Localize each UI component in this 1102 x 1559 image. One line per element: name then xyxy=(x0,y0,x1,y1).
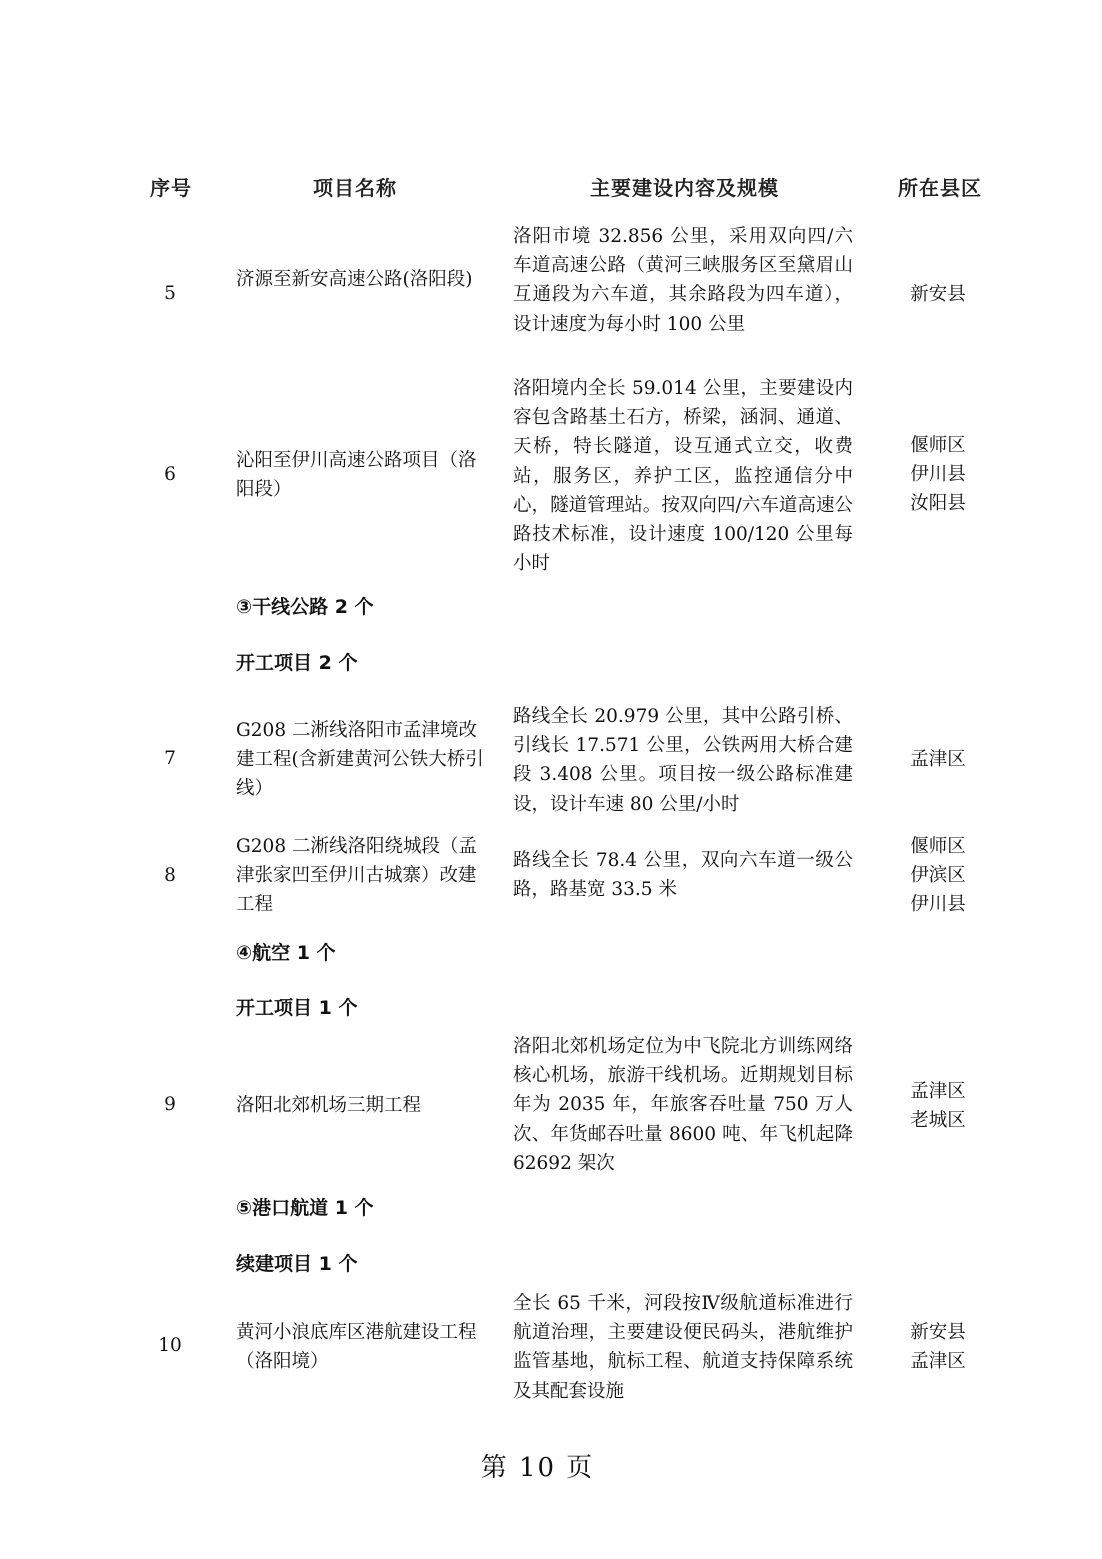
project-name: 沁阳至伊川高速公路项目（洛阳段） xyxy=(236,450,477,501)
header-project-name: 项目名称 xyxy=(313,176,397,200)
project-content: 路线全长 20.979 公里，其中公路引桥、引线长 17.571 公里，公铁两用大桥合建段 3.408 公里。项目按一级公路标准建设，设计车速 80 公里/小时 xyxy=(513,706,853,815)
section-heading-trunk-roads: ③干线公路 2 个 xyxy=(236,596,374,618)
row-number: 8 xyxy=(164,865,176,886)
page-number: 第 10 页 xyxy=(480,1453,595,1483)
project-name: 济源至新安高速公路(洛阳段) xyxy=(236,269,473,290)
header-serial-number: 序号 xyxy=(150,176,192,200)
project-content: 洛阳市境 32.856 公里，采用双向四/六车道高速公路（黄河三峡服务区至黛眉山互通段为六车道，其余路段为四车道），设计速度为每小时 100 公里 xyxy=(513,226,853,335)
project-county: 新安县 xyxy=(910,284,966,305)
project-county: 偃师区 伊川县 汝阳县 xyxy=(910,435,966,515)
row-number: 7 xyxy=(164,748,176,769)
section-heading-aviation: ④航空 1 个 xyxy=(236,942,336,964)
project-county: 新安县 孟津区 xyxy=(910,1322,966,1373)
project-county: 孟津区 老城区 xyxy=(910,1081,966,1132)
row-number: 6 xyxy=(164,464,176,485)
header-construction-content: 主要建设内容及规模 xyxy=(590,176,779,200)
section-heading-ports-waterways: ⑤港口航道 1 个 xyxy=(236,1197,374,1219)
project-name: 黄河小浪底库区港航建设工程（洛阳境） xyxy=(236,1322,477,1373)
project-county: 孟津区 xyxy=(910,749,966,770)
project-content: 全长 65 千米，河段按Ⅳ级航道标准进行航道治理，主要建设便民码头，港航维护监管基地，航标工程、航道支持保障系统及其配套设施 xyxy=(513,1293,853,1402)
row-number: 10 xyxy=(158,1335,182,1356)
subsection-heading: 开工项目 2 个 xyxy=(236,652,358,674)
header-county: 所在县区 xyxy=(898,176,982,200)
row-number: 9 xyxy=(164,1094,176,1115)
project-content: 路线全长 78.4 公里，双向六车道一级公路，路基宽 33.5 米 xyxy=(513,850,853,901)
project-content: 洛阳北郊机场定位为中飞院北方训练网络核心机场，旅游干线机场。近期规划目标年为 2035 年，年旅客吞吐量 750 万人次、年货邮吞吐量 8600 吨、年飞机起降 62692 架次 xyxy=(513,1036,853,1174)
project-county: 偃师区 伊滨区 伊川县 xyxy=(910,836,966,916)
subsection-heading: 续建项目 1 个 xyxy=(236,1253,358,1275)
project-name: 洛阳北郊机场三期工程 xyxy=(236,1095,422,1116)
project-name: G208 二淅线洛阳市孟津境改建工程(含新建黄河公铁大桥引线） xyxy=(236,720,484,800)
project-content: 洛阳境内全长 59.014 公里，主要建设内容包含路基土石方，桥梁，涵洞、通道、天桥，特长隧道，设互通式立交，收费站，服务区，养护工区，监控通信分中心，隧道管理站。按双向四/六车道高速公路技术标准，设计速度 100/120 公里每小时 xyxy=(513,378,853,575)
subsection-heading: 开工项目 1 个 xyxy=(236,997,358,1019)
project-name: G208 二淅线洛阳绕城段（孟津张家凹至伊川古城寨）改建工程 xyxy=(236,836,477,916)
row-number: 5 xyxy=(164,283,176,304)
